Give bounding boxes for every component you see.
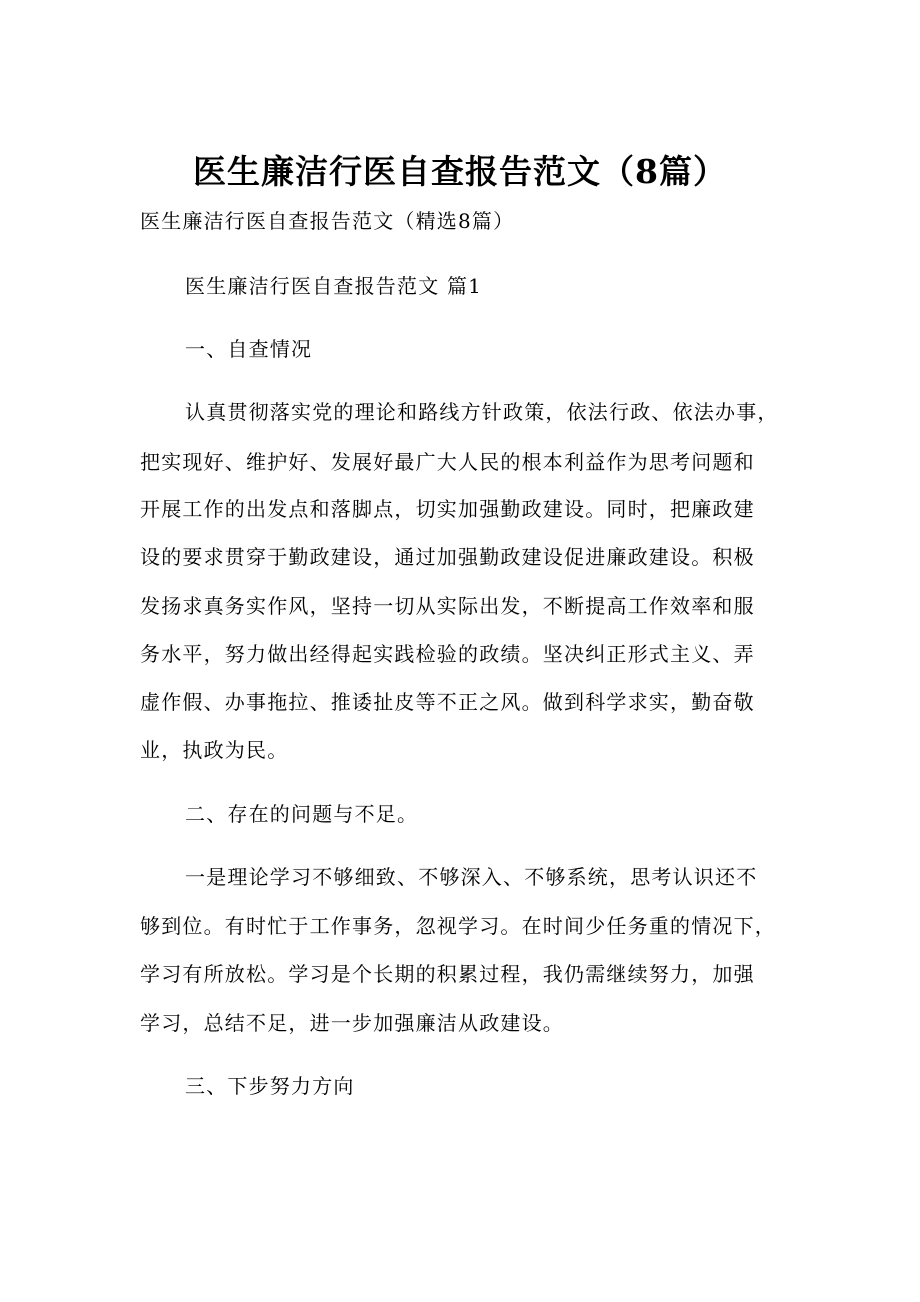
paragraph-line: 开展工作的出发点和落脚点，切实加强勤政建设。同时，把廉政建: [140, 497, 755, 521]
document-title: 医生廉洁行医自查报告范文（8篇）: [193, 152, 727, 191]
paragraph-line: 务水平，努力做出经得起实践检验的政绩。坚决纠正形式主义、弄: [140, 642, 755, 666]
paragraph-line: 发扬求真务实作风，坚持一切从实际出发，不断提高工作效率和服: [140, 594, 755, 618]
paragraph-line: 虚作假、办事拖拉、推诿扯皮等不正之风。做到科学求实，勤奋敬: [140, 690, 755, 714]
chapter-heading: 医生廉洁行医自查报告范文 篇1: [185, 274, 483, 298]
paragraph-line: 把实现好、维护好、发展好最广大人民的根本利益作为思考问题和: [140, 450, 755, 474]
paragraph-line: 业，执政为民。: [140, 738, 289, 762]
paragraph-line: 设的要求贯穿于勤政建设，通过加强勤政建设促进廉政建设。积极: [140, 545, 755, 569]
paragraph-line: 学习有所放松。学习是个长期的积累过程，我仍需继续努力，加强: [140, 962, 755, 986]
paragraph-line: 一是理论学习不够细致、不够深入、不够系统，思考认识还不: [185, 865, 758, 889]
section-heading-self-inspection: 一、自查情况: [185, 337, 313, 361]
section-heading-next-steps: 三、下步努力方向: [185, 1074, 355, 1098]
paragraph-line: 认真贯彻落实党的理论和路线方针政策，依法行政、依法办事，: [185, 400, 779, 424]
section-heading-problems: 二、存在的问题与不足。: [185, 802, 419, 826]
document-subtitle: 医生廉洁行医自查报告范文（精选8篇）: [140, 209, 515, 233]
paragraph-line: 够到位。有时忙于工作事务，忽视学习。在时间少任务重的情况下，: [140, 914, 776, 938]
paragraph-line: 学习，总结不足，进一步加强廉洁从政建设。: [140, 1011, 564, 1035]
